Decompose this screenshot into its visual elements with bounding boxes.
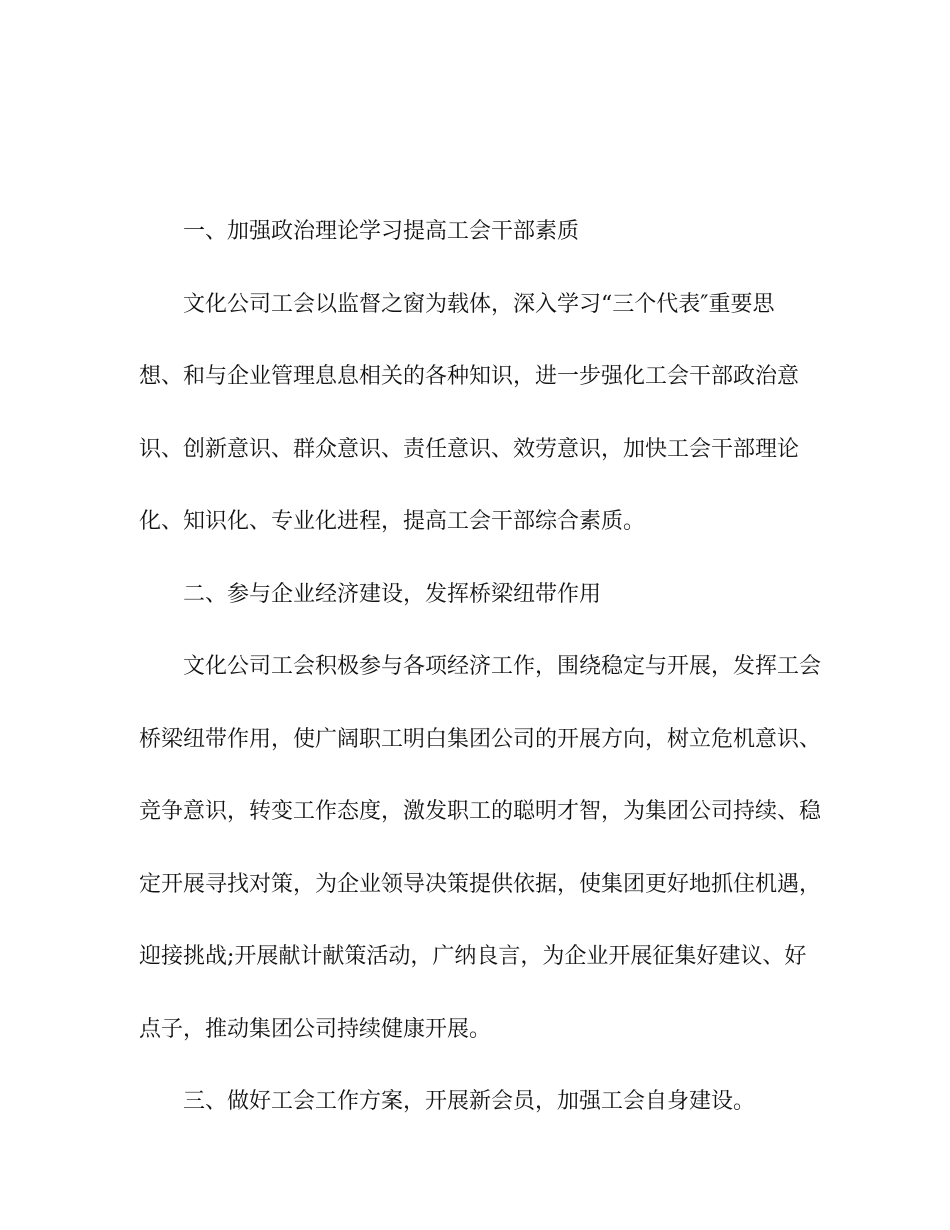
section-1-line-2: 想、和与企业管理息息相关的各种知识，进一步强化工会干部政治意 <box>139 364 800 389</box>
section-2-line-3: 竞争意识，转变工作态度，激发职工的聪明才智，为集团公司持续、稳 <box>139 799 822 824</box>
section-1 <box>139 196 819 559</box>
section-3-heading: 三、做好工会工作方案，开展新会员，加强工会自身建设。 <box>183 1089 756 1114</box>
section-2-line-1: 文化公司工会积极参与各项经济工作，围绕稳定与开展，发挥工会 <box>183 654 822 679</box>
section-3 <box>139 1066 819 1139</box>
section-2-heading: 二、参与企业经济建设，发挥桥梁纽带作用 <box>183 581 602 607</box>
section-2-line-6: 点子，推动集团公司持续健康开展。 <box>139 1016 492 1042</box>
section-1-heading: 一、加强政治理论学习提高工会干部素质 <box>183 219 580 244</box>
section-2-line-4: 定开展寻找对策，为企业领导决策提供依据，使集团更好地抓住机遇， <box>139 871 822 897</box>
section-2 <box>139 559 822 1067</box>
document-body <box>139 196 822 1139</box>
section-2-line-2: 桥梁纽带作用，使广阔职工明白集团公司的开展方向，树立危机意识、 <box>139 726 822 752</box>
section-1-line-4: 化、知识化、专业化进程，提高工会干部综合素质。 <box>139 509 646 534</box>
section-2-line-5: 迎接挑战;开展献计献策活动，广纳良言，为企业开展征集好建议、好 <box>139 944 807 969</box>
section-1-line-1: 文化公司工会以监督之窗为载体，深入学习“三个代表″重要思 <box>183 291 775 317</box>
section-1-line-3: 识、创新意识、群众意识、责任意识、效劳意识，加快工会干部理论 <box>139 436 800 462</box>
